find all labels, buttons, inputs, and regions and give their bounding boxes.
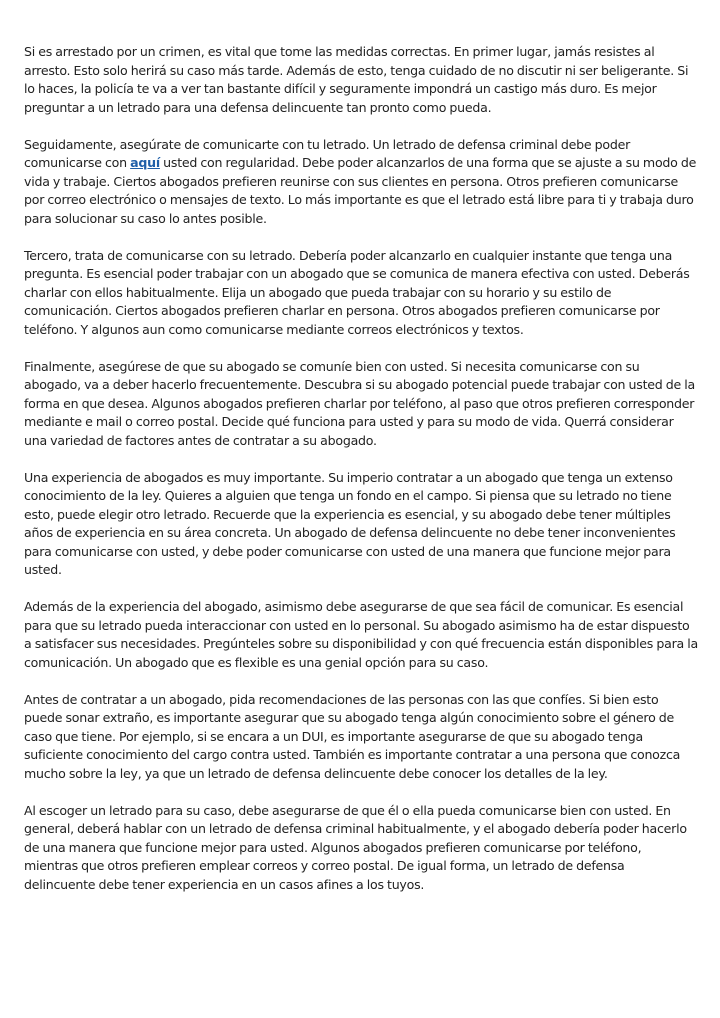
paragraph-3: Tercero, trata de comunicarse con su letrado. Debería poder alcanzarlo en cualquier instante que tenga una pregunta. Es esencial poder trabajar con un abogado que se comunica de manera efectiva con usted. Deberás charlar con ellos habitualmente. Elija un abogado que pueda trabajar con su horario y su estilo de comunicación. Ciertos abogados prefieren charlar en persona. Otros abogados prefieren comunicarse por teléfono. Y algunos aun como comunicarse mediante correos electrónicos y textos. [24,247,690,337]
paragraph-8: Al escoger un letrado para su caso, debe asegurarse de que él o ella pueda comunicarse bien con usted. En general, deberá hablar con un letrado de defensa criminal habitualmente, y el abogado debería poder hacerlo de una manera que funcione mejor para usted. Algunos abogados prefieren comunicarse por teléfono, mientras que otros prefieren emplear correos y correo postal. De igual forma, un letrado de defensa delincuente debe tener experiencia en un casos afines a los tuyos. [24,802,687,892]
paragraph-5: Una experiencia de abogados es muy importante. Su imperio contratar a un abogado que tenga un extenso conocimiento de la ley. Quieres a alguien que tenga un fondo en el campo. Si piensa que su letrado no tiene esto, puede elegir otro letrado. Recuerde que la experiencia es esencial, y su abogado debe tener múltiples años de experiencia en su área concreta. Un abogado de defensa delincuente no debe tener inconvenientes para comunicarse con usted, y debe poder comunicarse con usted de una manera que funcione mejor para usted. [24,469,676,577]
paragraph-7: Antes de contratar a un abogado, pida recomendaciones de las personas con las que confíes. Si bien esto puede sonar extraño, es importante asegurar que su abogado tenga algún conocimiento sobre el género de caso que tiene. Por ejemplo, si se encara a un DUI, es importante asegurarse de que su abogado tenga suficiente conocimiento del cargo contra usted. También es importante contratar a una persona que conozca mucho sobre la ley, ya que un letrado de defensa delincuente debe conocer los detalles de la ley. [24,691,681,781]
paragraph-2-after-link: usted con regularidad. Debe poder alcanzarlos de una forma que se ajuste a su modo de vida y trabaje. Ciertos abogados prefieren reunirse con sus clientes en persona. Otros prefieren comunicarse por correo electrónico o mensajes de texto. Lo más importante es que el letrado está libre para ti y trabaja duro para solucionar su caso lo antes posible. [24,155,697,226]
paragraph-2 [24,136,698,229]
paragraph-6: Además de la experiencia del abogado, asimismo debe asegurarse de que sea fácil de comunicar. Es esencial para que su letrado pueda interaccionar con usted en lo personal. Su abogado asimismo ha de estar dispuesto a satisfacer sus necesidades. Pregúnteles sobre su disponibilidad y con qué frecuencia están disponibles para la comunicación. Un abogado que es flexible es una genial opción para su caso. [24,599,698,670]
paragraph-1: Si es arrestado por un crimen, es vital que tome las medidas correctas. En primer lugar, jamás resistes al arresto. Esto solo herirá su caso más tarde. Además de esto, tenga cuidado de no discutir ni ser beligerante. Si lo haces, la policía te va a ver tan bastante difícil y seguramente impondrá un castigo más duro. Es mejor preguntar a un letrado para una defensa delincuente tan pronto como pueda. [24,44,689,115]
aqui-link[interactable]: aquí [130,155,160,170]
document-body [24,43,698,913]
paragraph-4: Finalmente, asegúrese de que su abogado se comuníe bien con usted. Si necesita comunicarse con su abogado, va a deber hacerlo frecuentemente. Descubra si su abogado potencial puede trabajar con usted de la forma en que desea. Algunos abogados prefieren charlar por teléfono, al paso que otros prefieren corresponder mediante e mail o correo postal. Decide qué funciona para usted y para su modo de vida. Querrá considerar una variedad de factores antes de contratar a su abogado. [24,358,695,448]
paragraph-2-before-link: Seguidamente, asegúrate de comunicarte con tu letrado. Un letrado de defensa criminal debe poder comunicarse con [24,136,631,170]
